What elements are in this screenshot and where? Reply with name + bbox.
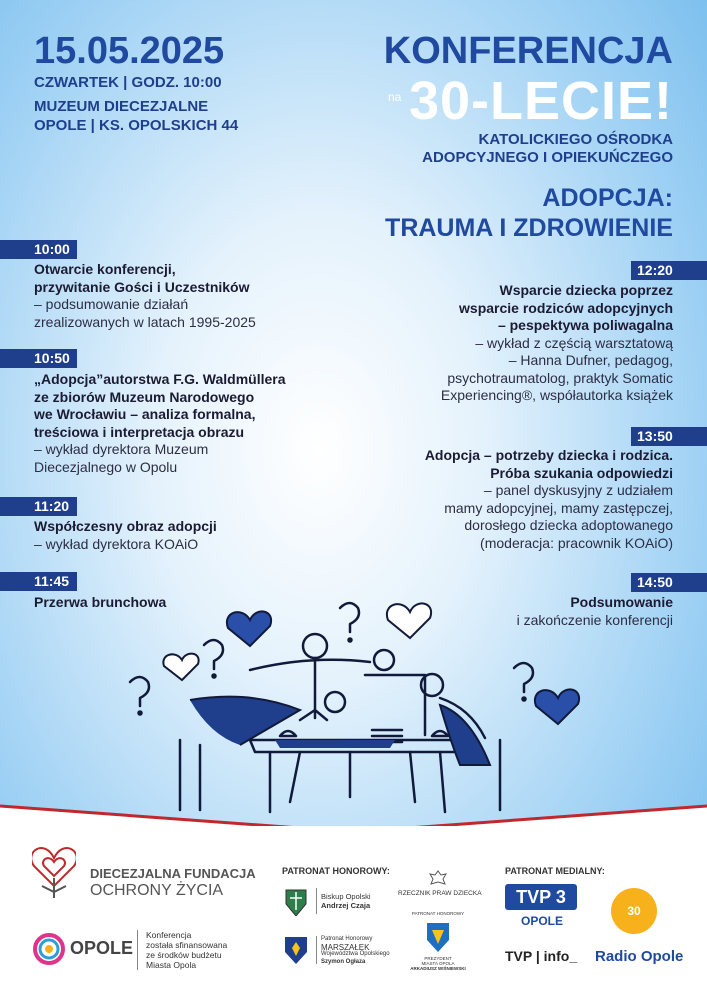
foundation-name-line2: OCHRONY ŻYCIA	[90, 882, 224, 899]
heart-icon	[227, 611, 271, 646]
bishop-name	[321, 892, 371, 910]
president-name	[408, 956, 468, 971]
venue-line: OPOLE | KS. OPOLSKICH 44	[34, 117, 239, 134]
time-bar: 12:20	[631, 261, 707, 280]
city-coat-of-arms-icon	[424, 920, 452, 954]
radio-opole-logo: Radio Opole	[595, 948, 684, 965]
footer	[0, 826, 707, 1000]
family-table-illustration	[110, 590, 600, 820]
question-mark-icon	[204, 640, 223, 669]
foundation-name-line1: DIECEZJALNA FUNDACJA	[90, 866, 256, 881]
marshal-line: Województwa Opolskiego	[321, 951, 390, 957]
program-item-title: Podsumowanie	[570, 594, 673, 610]
funding-note	[146, 930, 227, 970]
program-item-desc: (moderacja: pracownik KOAiO)	[480, 534, 673, 551]
program-item-title: wsparcie rodziców adopcyjnych	[459, 299, 673, 316]
program-item-desc: – wykład dyrektora KOAiO	[34, 535, 199, 552]
president-line: PATRONAT HONOROWY	[411, 911, 465, 916]
program-item-desc: – wykład z częścią warsztatową	[475, 334, 673, 351]
child-rights-ombudsman: RZECZNIK PRAW DZIECKA	[398, 890, 482, 897]
funding-line: ze środków budżetu	[146, 950, 222, 960]
program-item	[425, 447, 673, 552]
conference-title: KONFERENCJA	[383, 30, 673, 72]
program-item-desc: – wykład dyrektora Muzeum	[34, 441, 209, 457]
organizer-line: ADOPCYJNEGO I OPIEKUŃCZEGO	[422, 149, 673, 166]
anniversary-badge: 30	[611, 888, 657, 934]
anniversary-title: 30-LECIE!	[408, 71, 673, 131]
conference-theme	[385, 183, 673, 243]
theme-line: TRAUMA I ZDROWIENIE	[385, 214, 673, 242]
opole-logo-text: OPOLE	[70, 938, 134, 958]
bishop-line: Biskup Opolski	[321, 892, 371, 901]
media-label: PATRONAT MEDIALNY:	[505, 866, 605, 876]
eagle-emblem-icon	[428, 868, 448, 888]
theme-line: ADOPCJA:	[542, 184, 673, 212]
program-item-desc: Diecezjalnego w Opolu	[34, 458, 178, 475]
program-item	[441, 282, 673, 405]
program-item-desc: – podsumowanie działań	[34, 296, 189, 312]
question-mark-icon	[514, 663, 533, 692]
title-na: na	[388, 90, 402, 104]
divider	[137, 930, 138, 970]
foundation-logo	[32, 838, 76, 900]
program-item	[34, 261, 256, 331]
time-bar: 11:20	[0, 497, 77, 516]
program-item-title: Próba szukania odpowiedzi	[490, 464, 673, 481]
time-bar: 13:50	[631, 427, 707, 446]
program-item-title: treściowa i interpretacja obrazu	[34, 423, 245, 440]
organizer-name	[422, 131, 673, 167]
question-mark-icon	[340, 603, 359, 632]
heart-icon	[163, 654, 198, 680]
program-item-title: „Adopcja”autorstwa F.G. Waldmüllera	[34, 371, 286, 387]
marshal-line: Patronat Honorowy	[321, 936, 373, 942]
tvp3-logo: TVP 3	[505, 884, 577, 910]
time-bar: 10:00	[0, 240, 77, 259]
heart-icon	[535, 689, 579, 724]
bishop-line: Andrzej Czaja	[321, 901, 371, 910]
bishop-coat-of-arms-icon	[282, 886, 310, 916]
president-line: MIASTA OPOLA	[421, 961, 455, 966]
program-item-desc: – panel dyskusyjny z udziałem	[483, 482, 673, 498]
program-item-title: Przerwa brunchowa	[34, 594, 167, 610]
program-item-desc: mamy adopcyjnej, mamy zastępczej,	[444, 499, 673, 516]
program-item-title: Adopcja – potrzeby dziecka i rodzica.	[424, 447, 673, 463]
venue-line: MUZEUM DIECEZJALNE	[34, 98, 209, 115]
program-item	[34, 371, 286, 476]
program-item-title: przywitanie Gości i Uczestników	[34, 278, 250, 295]
program-item-desc: dorosłego dziecka adoptowanego	[464, 517, 673, 533]
divider	[316, 888, 317, 914]
time-bar: 14:50	[631, 573, 707, 592]
program-item-desc: psychotraumatolog, praktyk Somatic	[447, 369, 673, 386]
program-item-title: – pespektywa poliwagalna	[497, 317, 673, 333]
program-item-title: Otwarcie konferencji,	[34, 261, 176, 277]
funding-line: została sfinansowana	[146, 940, 228, 950]
program-item-desc: – Hanna Dufner, pedagog,	[508, 352, 673, 368]
president-patronage	[408, 911, 468, 916]
program-item-desc: zrealizowanych w latach 1995-2025	[34, 313, 256, 330]
program-item-title: we Wrocławiu – analiza formalna,	[34, 406, 256, 422]
president-line: ARKADIUSZ WIŚNIEWSKI	[410, 966, 466, 971]
marshal-line: Szymon Ogłaza	[321, 958, 366, 965]
event-date: 15.05.2025	[34, 30, 225, 72]
honorary-label: PATRONAT HONOROWY:	[282, 866, 390, 876]
funding-line: Miasta Opola	[146, 960, 197, 970]
tvp-info-logo: TVP | info_	[505, 948, 578, 964]
heart-icon	[387, 603, 431, 638]
organizer-line: KATOLICKIEGO OŚRODKA	[478, 131, 673, 148]
divider	[316, 936, 317, 964]
event-venue	[34, 97, 238, 135]
marshal-line: MARSZAŁEK	[321, 942, 370, 952]
program-item	[34, 518, 217, 553]
marshal-patronage	[321, 936, 390, 966]
program-item-title: Wsparcie dziecka poprzez	[499, 282, 673, 298]
event-day-time: CZWARTEK | GODZ. 10:00	[34, 74, 222, 91]
president-line: PREZYDENT	[424, 956, 452, 961]
program-item-title: ze zbiorów Muzeum Narodowego	[34, 388, 255, 405]
question-mark-icon	[130, 677, 149, 706]
funding-line: Konferencja	[146, 930, 192, 940]
opole-logo-icon	[32, 932, 66, 966]
time-bar: 10:50	[0, 349, 77, 368]
program-item-desc: Experiencing®, współautorka książek	[440, 387, 673, 403]
program-item-desc: i zakończenie konferencji	[516, 611, 673, 628]
region-coat-of-arms-icon	[282, 934, 310, 966]
program-item-title: Współczesny obraz adopcji	[34, 518, 217, 534]
time-bar: 11:45	[0, 572, 77, 591]
tvp3-city: OPOLE	[521, 914, 564, 928]
